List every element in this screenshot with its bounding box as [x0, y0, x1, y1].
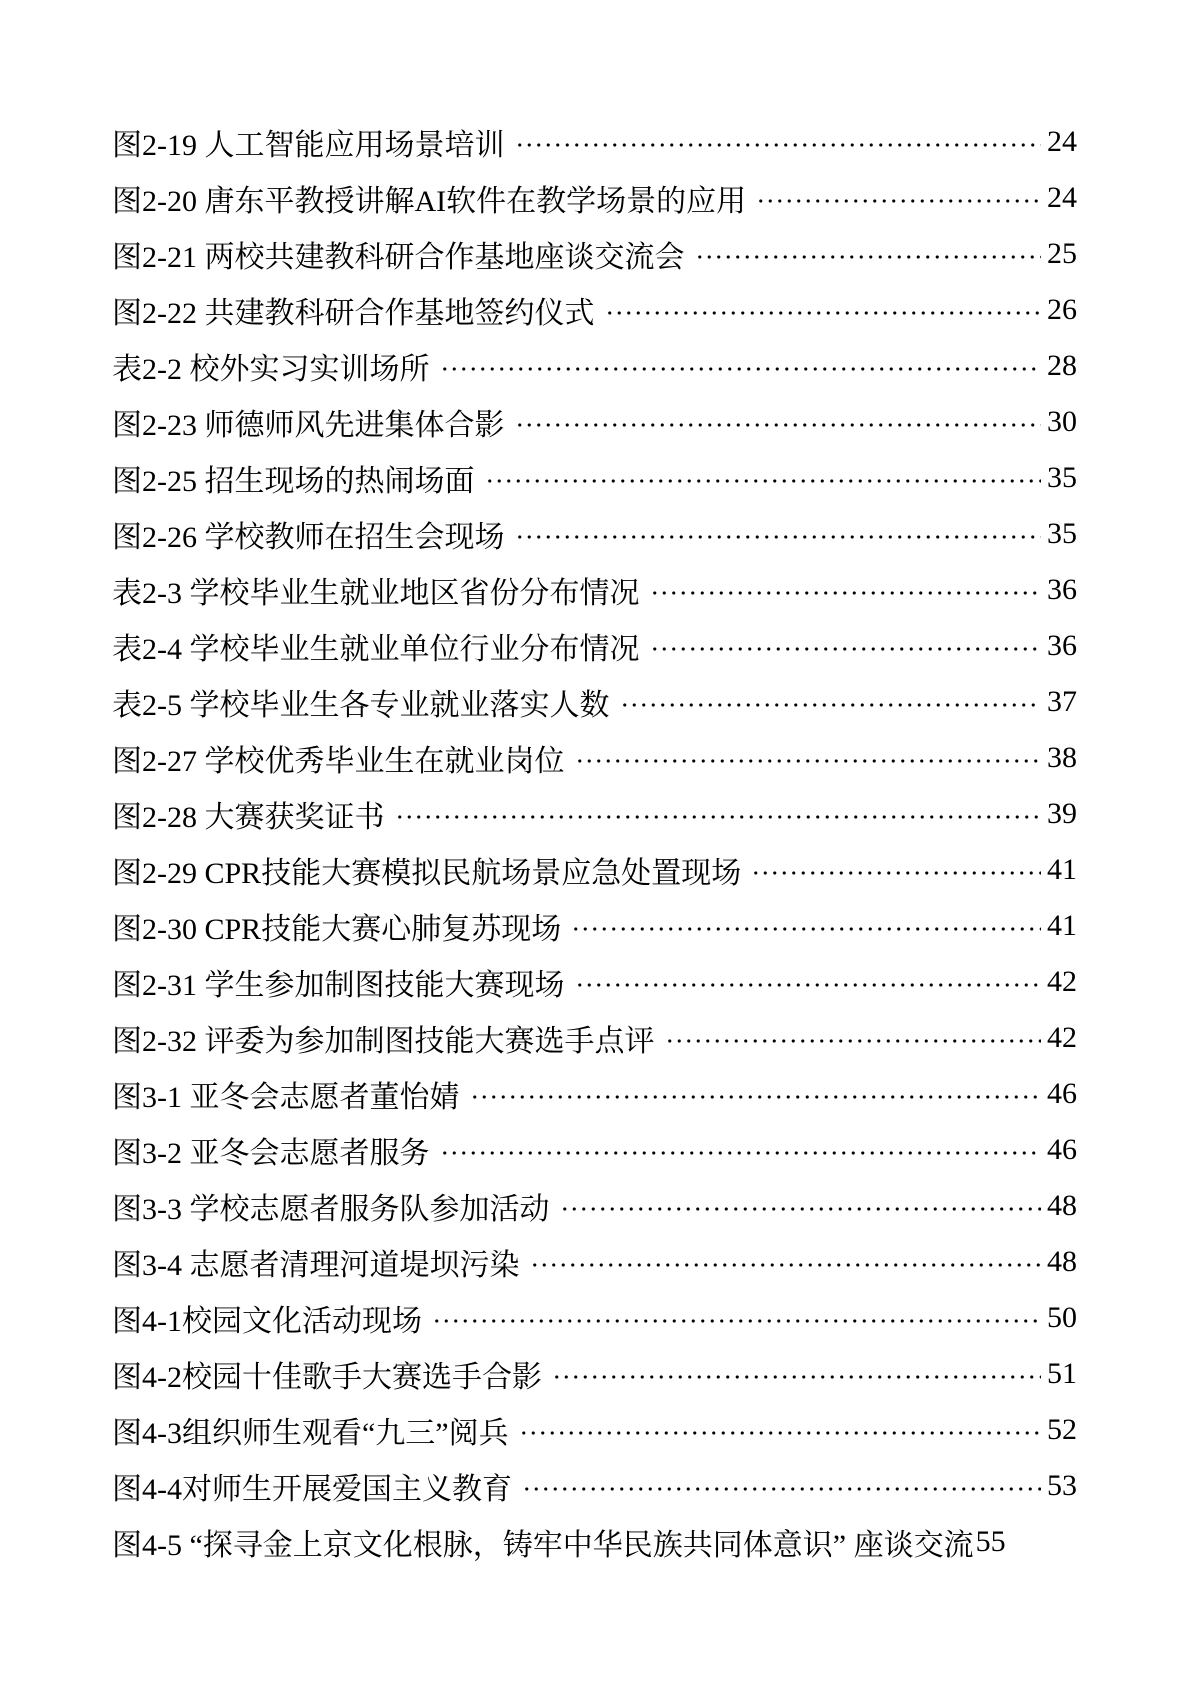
toc-entry-page: 46: [1047, 1133, 1077, 1166]
toc-entry-page: 42: [1047, 965, 1077, 998]
toc-entry-label: 图2-29 CPR技能大赛模拟民航场景应急处置现场: [112, 857, 742, 890]
dot-leader-icon: [513, 394, 1042, 450]
toc-entry-page: 55: [975, 1525, 1006, 1558]
toc-entry: [112, 842, 1077, 898]
toc-entry-page: 52: [1047, 1413, 1077, 1446]
toc-entry: [112, 1234, 1077, 1290]
dot-leader-icon: [520, 1458, 1041, 1514]
toc-entry-label: 图2-31 学生参加制图技能大赛现场: [112, 969, 565, 1002]
toc-entry-page: 30: [1047, 405, 1077, 438]
toc-entry: [112, 898, 1077, 954]
toc-entry: [112, 394, 1077, 450]
toc-entry-label: 图4-4对师生开展爱国主义教育: [112, 1473, 512, 1506]
toc-entry-label: 图2-25 招生现场的热闹场面: [112, 465, 475, 498]
toc-entry-label: 图3-4 志愿者清理河道堤坝污染: [112, 1249, 520, 1282]
toc-entry-page: 38: [1047, 741, 1077, 774]
toc-entry-label: 图2-22 共建教科研合作基地签约仪式: [112, 297, 595, 330]
toc-entry-label: 图3-3 学校志愿者服务队参加活动: [112, 1193, 550, 1226]
dot-leader-icon: [550, 1346, 1041, 1402]
toc-entry-page: 36: [1047, 629, 1077, 662]
toc-entry-page: 35: [1047, 461, 1077, 494]
dot-leader-icon: [483, 450, 1042, 506]
toc-entry: [112, 1122, 1077, 1178]
dot-leader-icon: [573, 730, 1042, 786]
toc-entry-page: 46: [1047, 1077, 1077, 1110]
toc-entry-page: 51: [1047, 1357, 1077, 1390]
toc-entry-label: 图2-32 评委为参加制图技能大赛选手点评: [112, 1025, 655, 1058]
dot-leader-icon: [754, 170, 1041, 226]
toc-entry-label: 图4-2校园十佳歌手大赛选手合影: [112, 1361, 542, 1394]
dot-leader-icon: [648, 618, 1042, 674]
dot-leader-icon: [749, 842, 1041, 898]
toc-entry: [112, 282, 1077, 338]
toc-entry-label: 表2-2 校外实习实训场所: [112, 353, 430, 386]
toc-entry-page: 41: [1047, 853, 1077, 886]
toc-entry: [112, 1290, 1077, 1346]
toc-entry: [112, 562, 1077, 618]
toc-entry: [112, 1178, 1077, 1234]
dot-leader-icon: [430, 1290, 1041, 1346]
toc-entry-label: 表2-4 学校毕业生就业单位行业分布情况: [112, 633, 640, 666]
toc-entry-label: 图4-3组织师生观看“九三”阅兵: [112, 1417, 509, 1450]
toc-entry-label: 图2-30 CPR技能大赛心肺复苏现场: [112, 913, 562, 946]
toc-entry-page: 48: [1047, 1189, 1077, 1222]
toc-entry-page: 24: [1047, 125, 1077, 158]
dot-leader-icon: [603, 282, 1042, 338]
toc-entry-page: 35: [1047, 517, 1077, 550]
dot-leader-icon: [438, 338, 1042, 394]
toc-entry-label: 图4-5 “探寻金上京文化根脉，铸牢中华民族共同体意识” 座谈交流: [112, 1529, 974, 1562]
toc-entry-label: 图4-1校园文化活动现场: [112, 1305, 422, 1338]
toc-entry-label: 图2-28 大赛获奖证书: [112, 801, 385, 834]
toc-entry-page: 48: [1047, 1245, 1077, 1278]
dot-leader-icon: [438, 1122, 1042, 1178]
dot-leader-icon: [513, 506, 1042, 562]
toc-entry-label: 图2-20 唐东平教授讲解AI软件在教学场景的应用: [112, 185, 747, 218]
toc-entry-page: 39: [1047, 797, 1077, 830]
toc-entry-page: 24: [1047, 181, 1077, 214]
toc-entry-label: 表2-5 学校毕业生各专业就业落实人数: [112, 689, 610, 722]
toc-entry-label: 图2-23 师德师风先进集体合影: [112, 409, 505, 442]
toc-entry-page: 53: [1047, 1469, 1077, 1502]
toc-entry-label: 图3-1 亚冬会志愿者董怡婧: [112, 1081, 460, 1114]
toc-entry: [112, 674, 1077, 730]
dot-leader-icon: [558, 1178, 1042, 1234]
dot-leader-icon: [393, 786, 1042, 842]
toc-entry-label: 图2-21 两校共建教科研合作基地座谈交流会: [112, 241, 685, 274]
toc-entry: [112, 1514, 1077, 1570]
toc-entry-page: 26: [1047, 293, 1077, 326]
toc-entry-page: 50: [1047, 1301, 1077, 1334]
toc-entry: [112, 226, 1077, 282]
toc-entry: [112, 450, 1077, 506]
toc-entry: [112, 1402, 1077, 1458]
toc-entry: [112, 170, 1077, 226]
dot-leader-icon: [648, 562, 1042, 618]
dot-leader-icon: [569, 898, 1041, 954]
toc-entry: [112, 114, 1077, 170]
toc-entry-label: 图2-19 人工智能应用场景培训: [112, 129, 505, 162]
dot-leader-icon: [618, 674, 1042, 730]
toc-entry: [112, 1066, 1077, 1122]
toc-entry-page: 36: [1047, 573, 1077, 606]
dot-leader-icon: [517, 1402, 1041, 1458]
dot-leader-icon: [693, 226, 1042, 282]
toc-entry: [112, 730, 1077, 786]
toc-entry-page: 28: [1047, 349, 1077, 382]
dot-leader-icon: [573, 954, 1042, 1010]
toc-entry: [112, 954, 1077, 1010]
toc-entry: [112, 1010, 1077, 1066]
dot-leader-icon: [528, 1234, 1042, 1290]
toc-entry: [112, 1346, 1077, 1402]
toc-entry-label: 图2-26 学校教师在招生会现场: [112, 521, 505, 554]
toc-entry-page: 42: [1047, 1021, 1077, 1054]
toc-entry-label: 图3-2 亚冬会志愿者服务: [112, 1137, 430, 1170]
toc-entry: [112, 1458, 1077, 1514]
dot-leader-icon: [468, 1066, 1042, 1122]
toc-entry: [112, 618, 1077, 674]
dot-leader-icon: [663, 1010, 1042, 1066]
toc-list: [112, 114, 1077, 1570]
toc-entry-page: 41: [1047, 909, 1077, 942]
toc-entry-label: 图2-27 学校优秀毕业生在就业岗位: [112, 745, 565, 778]
toc-entry-page: 25: [1047, 237, 1077, 270]
toc-entry: [112, 786, 1077, 842]
toc-entry: [112, 338, 1077, 394]
toc-entry: [112, 506, 1077, 562]
dot-leader-icon: [513, 114, 1042, 170]
toc-entry-label: 表2-3 学校毕业生就业地区省份分布情况: [112, 577, 640, 610]
toc-entry-page: 37: [1047, 685, 1077, 718]
